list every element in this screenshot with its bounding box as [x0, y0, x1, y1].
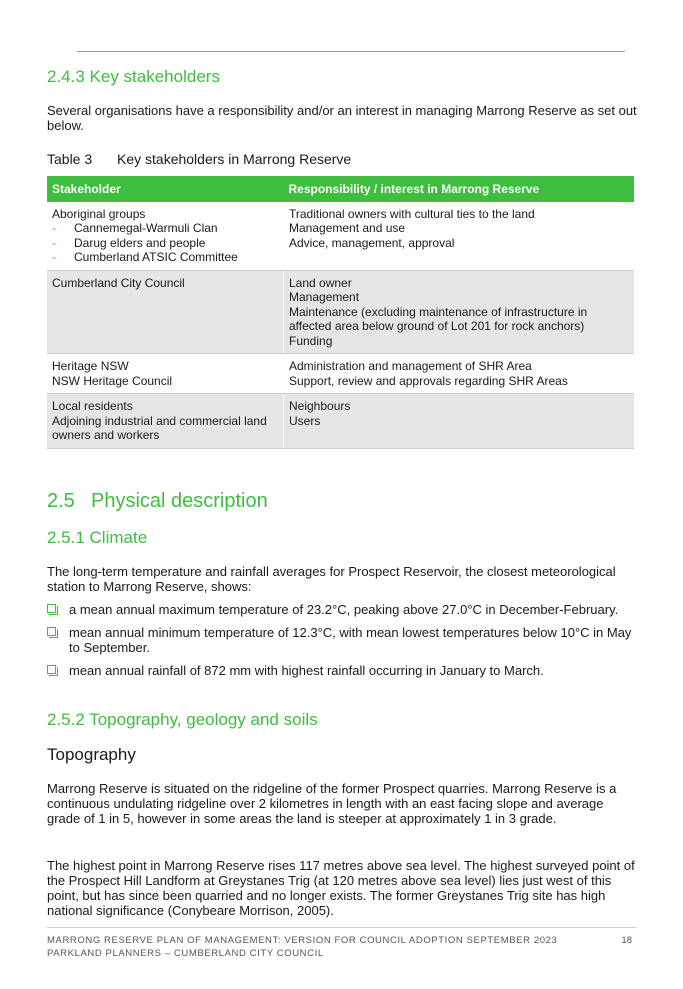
responsibility-cell	[284, 354, 635, 394]
responsibility-cell	[284, 270, 635, 354]
section-title: Physical description	[91, 490, 268, 512]
stakeholder-subitem: - Darug elders and people	[52, 235, 206, 250]
climate-list	[47, 602, 637, 686]
table-number: Table 3	[47, 151, 93, 167]
list-item: a mean annual maximum temperature of 23.2°C, peaking above 27.0°C in December-February.	[47, 602, 637, 617]
page-footer	[47, 934, 637, 960]
stakeholder-text: Local residents	[52, 399, 133, 413]
stakeholder-cell	[47, 354, 284, 394]
footer-author: PARKLAND PLANNERS – CUMBERLAND CITY COUNCIL	[47, 948, 324, 959]
responsibility-text: Funding	[289, 333, 333, 348]
stakeholder-text: Cumberland City Council	[52, 275, 185, 290]
table-caption	[47, 151, 351, 167]
subheading-topography: Topography	[47, 745, 136, 764]
heading-key-stakeholders: 2.4.3 Key stakeholders	[47, 67, 220, 86]
stakeholder-text: NSW Heritage Council	[52, 373, 173, 388]
topography-paragraph-2: The highest point in Marrong Reserve rises 117 metres above sea level. The highest surveyed point of the Prospect Hill Landform at Greystanes Trig (at 120 metres above sea level) lies just west of this point, but has since been quarried and no longer exists. The former Greystanes Trig site has high national significance (Conybeare Morrison, 2005).	[47, 858, 635, 918]
responsibility-cell	[284, 394, 635, 449]
table-row	[47, 270, 634, 354]
heading-topography-geology-soils: 2.5.2 Topography, geology and soils	[47, 710, 318, 729]
header-rule	[77, 51, 625, 52]
responsibility-text: Land owner	[289, 275, 352, 290]
section-number: 2.5	[47, 490, 75, 512]
table-row	[47, 394, 634, 449]
table-row	[47, 202, 634, 271]
footer-document-title: MARRONG RESERVE PLAN OF MANAGEMENT: VERSION FOR COUNCIL ADOPTION SEPTEMBER 2023	[47, 935, 558, 946]
stakeholder-cell	[47, 270, 284, 354]
responsibility-text: Administration and management of SHR Area	[289, 359, 532, 373]
stakeholder-subitem: - Cannemegal-Warmuli Clan	[52, 221, 218, 235]
page-number: 18	[621, 935, 632, 946]
responsibility-text: Support, review and approvals regarding SHR Areas	[289, 373, 568, 388]
stakeholder-text: Aboriginal groups	[52, 206, 146, 221]
list-item: mean annual rainfall of 872 mm with highest rainfall occurring in January to March.	[47, 663, 637, 678]
climate-intro: The long-term temperature and rainfall averages for Prospect Reservoir, the closest meteorological station to Marrong Reserve, shows:	[47, 564, 616, 594]
checkbox-icon	[47, 665, 56, 674]
heading-climate: 2.5.1 Climate	[47, 528, 148, 547]
checkbox-icon	[47, 604, 56, 613]
stakeholder-subitem: - Cumberland ATSIC Committee	[52, 250, 238, 264]
responsibility-text: Management and use	[289, 221, 406, 235]
heading-physical-description	[47, 490, 268, 513]
stakeholder-cell	[47, 202, 284, 271]
stakeholders-intro: Several organisations have a responsibility and/or an interest in managing Marrong Reserve as set out below.	[47, 103, 637, 133]
responsibility-text: Maintenance (excluding maintenance of infrastructure in affected area below ground of Lot 201 for rock anchors)	[289, 304, 588, 333]
stakeholder-text: Adjoining industrial and commercial land owners and workers	[52, 413, 267, 442]
table-title: Key stakeholders in Marrong Reserve	[117, 151, 352, 167]
responsibility-text: Traditional owners with cultural ties to the land	[289, 206, 535, 221]
topography-paragraph-1: Marrong Reserve is situated on the ridgeline of the former Prospect quarries. Marrong Reserve is a continuous undulating ridgeline over 2 kilometres in length with an east facing slope and average grade of 1 in 5, however in some areas the land is steeper at approximately 1 in 3 grade.	[47, 781, 617, 826]
footer-rule	[47, 927, 637, 928]
checkbox-icon	[47, 627, 56, 636]
responsibility-text: Advice, management, approval	[289, 235, 455, 250]
stakeholders-table	[47, 176, 634, 449]
table-row	[47, 354, 634, 394]
responsibility-cell	[284, 202, 635, 271]
responsibility-text: Neighbours	[289, 399, 351, 413]
table-header-row	[47, 176, 634, 202]
responsibility-text: Management	[289, 290, 360, 304]
list-item: mean annual minimum temperature of 12.3°C, with mean lowest temperatures below 10°C in May to September.	[47, 625, 637, 655]
header-responsibility: Responsibility / interest in Marrong Reserve	[284, 176, 635, 202]
responsibility-text: Users	[289, 413, 321, 428]
header-stakeholder: Stakeholder	[47, 176, 284, 202]
stakeholder-cell	[47, 394, 284, 449]
stakeholder-text: Heritage NSW	[52, 359, 129, 373]
